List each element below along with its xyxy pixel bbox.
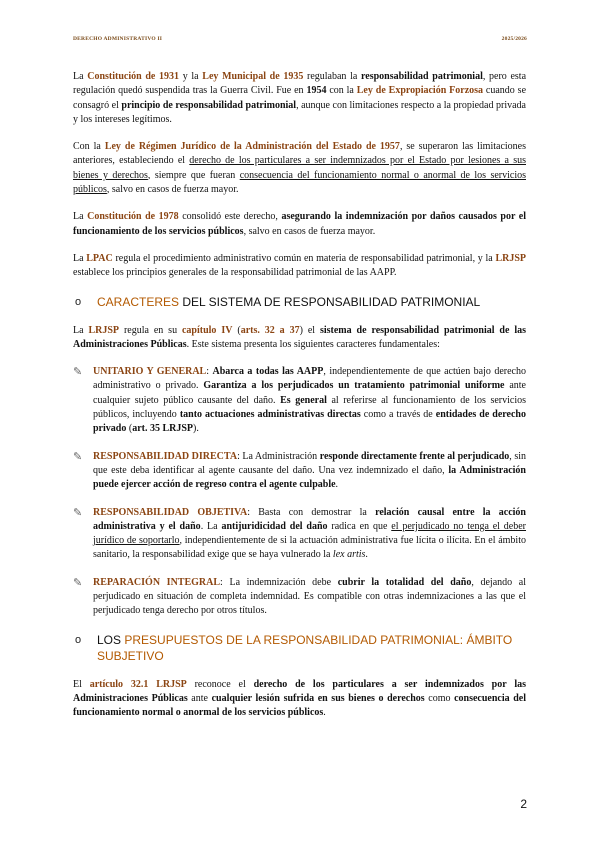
paragraph-ley-1957: Con la Ley de Régimen Jurídico de la Administración del Estado de 1957, se superaron las limitaciones anteriores, estableciendo el derecho de los particulares a ser indemnizados por el Estado por lesiones a sus bienes y derechos, siempre que fueran consecuencia del funcionamiento normal o anormal de los servicios públicos, salvo en casos de fuerza mayor. <box>73 141 527 196</box>
header-course-title: DERECHO ADMINISTRATIVO II <box>73 36 163 42</box>
paragraph-articulo-32: El artículo 32.1 LRJSP reconoce el derecho de los particulares a ser indemnizados por las Administraciones Públicas ante cualquier lesión sufrida en sus bienes o derechos como consecuencia del funcionamiento normal o anormal de los servicios públicos. <box>73 678 527 719</box>
pencil-icon: ✎ <box>73 450 83 463</box>
header-academic-year: 2025/2026 <box>501 36 527 42</box>
pencil-icon: ✎ <box>73 366 83 379</box>
page-number: 2 <box>520 797 527 811</box>
paragraph-lpac-lrjsp: La LPAC regula el procedimiento administrativo común en materia de responsabilidad patrimonial, y la LRJSP establece los principios generales de la responsabilidad patrimonial de las AAPP. <box>73 252 526 279</box>
list-item-integral: ✎ REPARACIÓN INTEGRAL: La indemnización debe cubrir la totalidad del daño, dejando al perjudicado en situación de completa indemnidad. Es compatible con otras indemnizaciones a las que el perjudicado tenga derecho por otros títulos. <box>73 576 526 619</box>
pencil-icon: ✎ <box>73 506 83 519</box>
section-heading-caracteres: o CARACTERES DEL SISTEMA DE RESPONSABILIDAD PATRIMONIAL <box>75 294 481 309</box>
section-heading-presupuestos: o LOS PRESUPUESTOS DE LA RESPONSABILIDAD PATRIMONIAL: ÁMBITO SUBJETIVO <box>75 632 513 663</box>
paragraph-history-1931: La Constitución de 1931 y la Ley Municipal de 1935 regulaban la responsabilidad patrimonial, pero esta regulación quedó suspendida tras la Guerra Civil. Fue en 1954 con la Ley de Expropiación Forzosa cuando se consagró el principio de responsabilidad patrimonial, aunque con limitaciones respecto a la propiedad privada y los intereses legítimos. <box>73 71 527 125</box>
paragraph-constitucion-1978: La Constitución de 1978 consolidó este derecho, asegurando la indemnización por daños causados por el funcionamiento de los servicios públicos, salvo en casos de fuerza mayor. <box>73 211 527 237</box>
document-body <box>73 70 526 734</box>
section-bullet: o <box>75 633 82 646</box>
paragraph-lrjsp-capitulo: La LRJSP regula en su capítulo IV (arts. 32 a 37) el sistema de responsabilidad patrimonial de las Administraciones Públicas. Este sistema presenta los siguientes caracteres fundamentales: <box>73 324 527 350</box>
list-item-objetiva: ✎ RESPONSABILIDAD OBJETIVA: Basta con demostrar la relación causal entre la acción administrativa y el daño. La antijuridicidad del daño radica en que el perjudicado no tenga el deber jurídico de soportarlo, independientemente de si la actuación administrativa fue lícita o ilícita. En el ámbito sanitario, la responsabilidad exige que se haya vulnerado la lex artis. <box>73 506 526 563</box>
list-item-unitario: ✎ UNITARIO Y GENERAL: Abarca a todas las AAPP, independientemente de que actúen bajo derecho administrativo o privado. Garantiza a los perjudicados un tratamiento patrimonial uniforme ante cualquier sujeto público causante del daño. Es general al referirse al funcionamiento de los servicios públicos, incluyendo tanto actuaciones administrativas directas como a través de entidades de derecho privado (art. 35 LRJSP). <box>73 365 526 436</box>
section-bullet: o <box>75 295 82 308</box>
list-item-directa: ✎ RESPONSABILIDAD DIRECTA: La Administración responde directamente frente al perjudicado, sin que este deba identificar al agente causante del daño. Una vez indemnizado el daño, la Administración puede ejercer acción de regreso contra el agente culpable. <box>73 450 526 493</box>
pencil-icon: ✎ <box>73 576 83 589</box>
